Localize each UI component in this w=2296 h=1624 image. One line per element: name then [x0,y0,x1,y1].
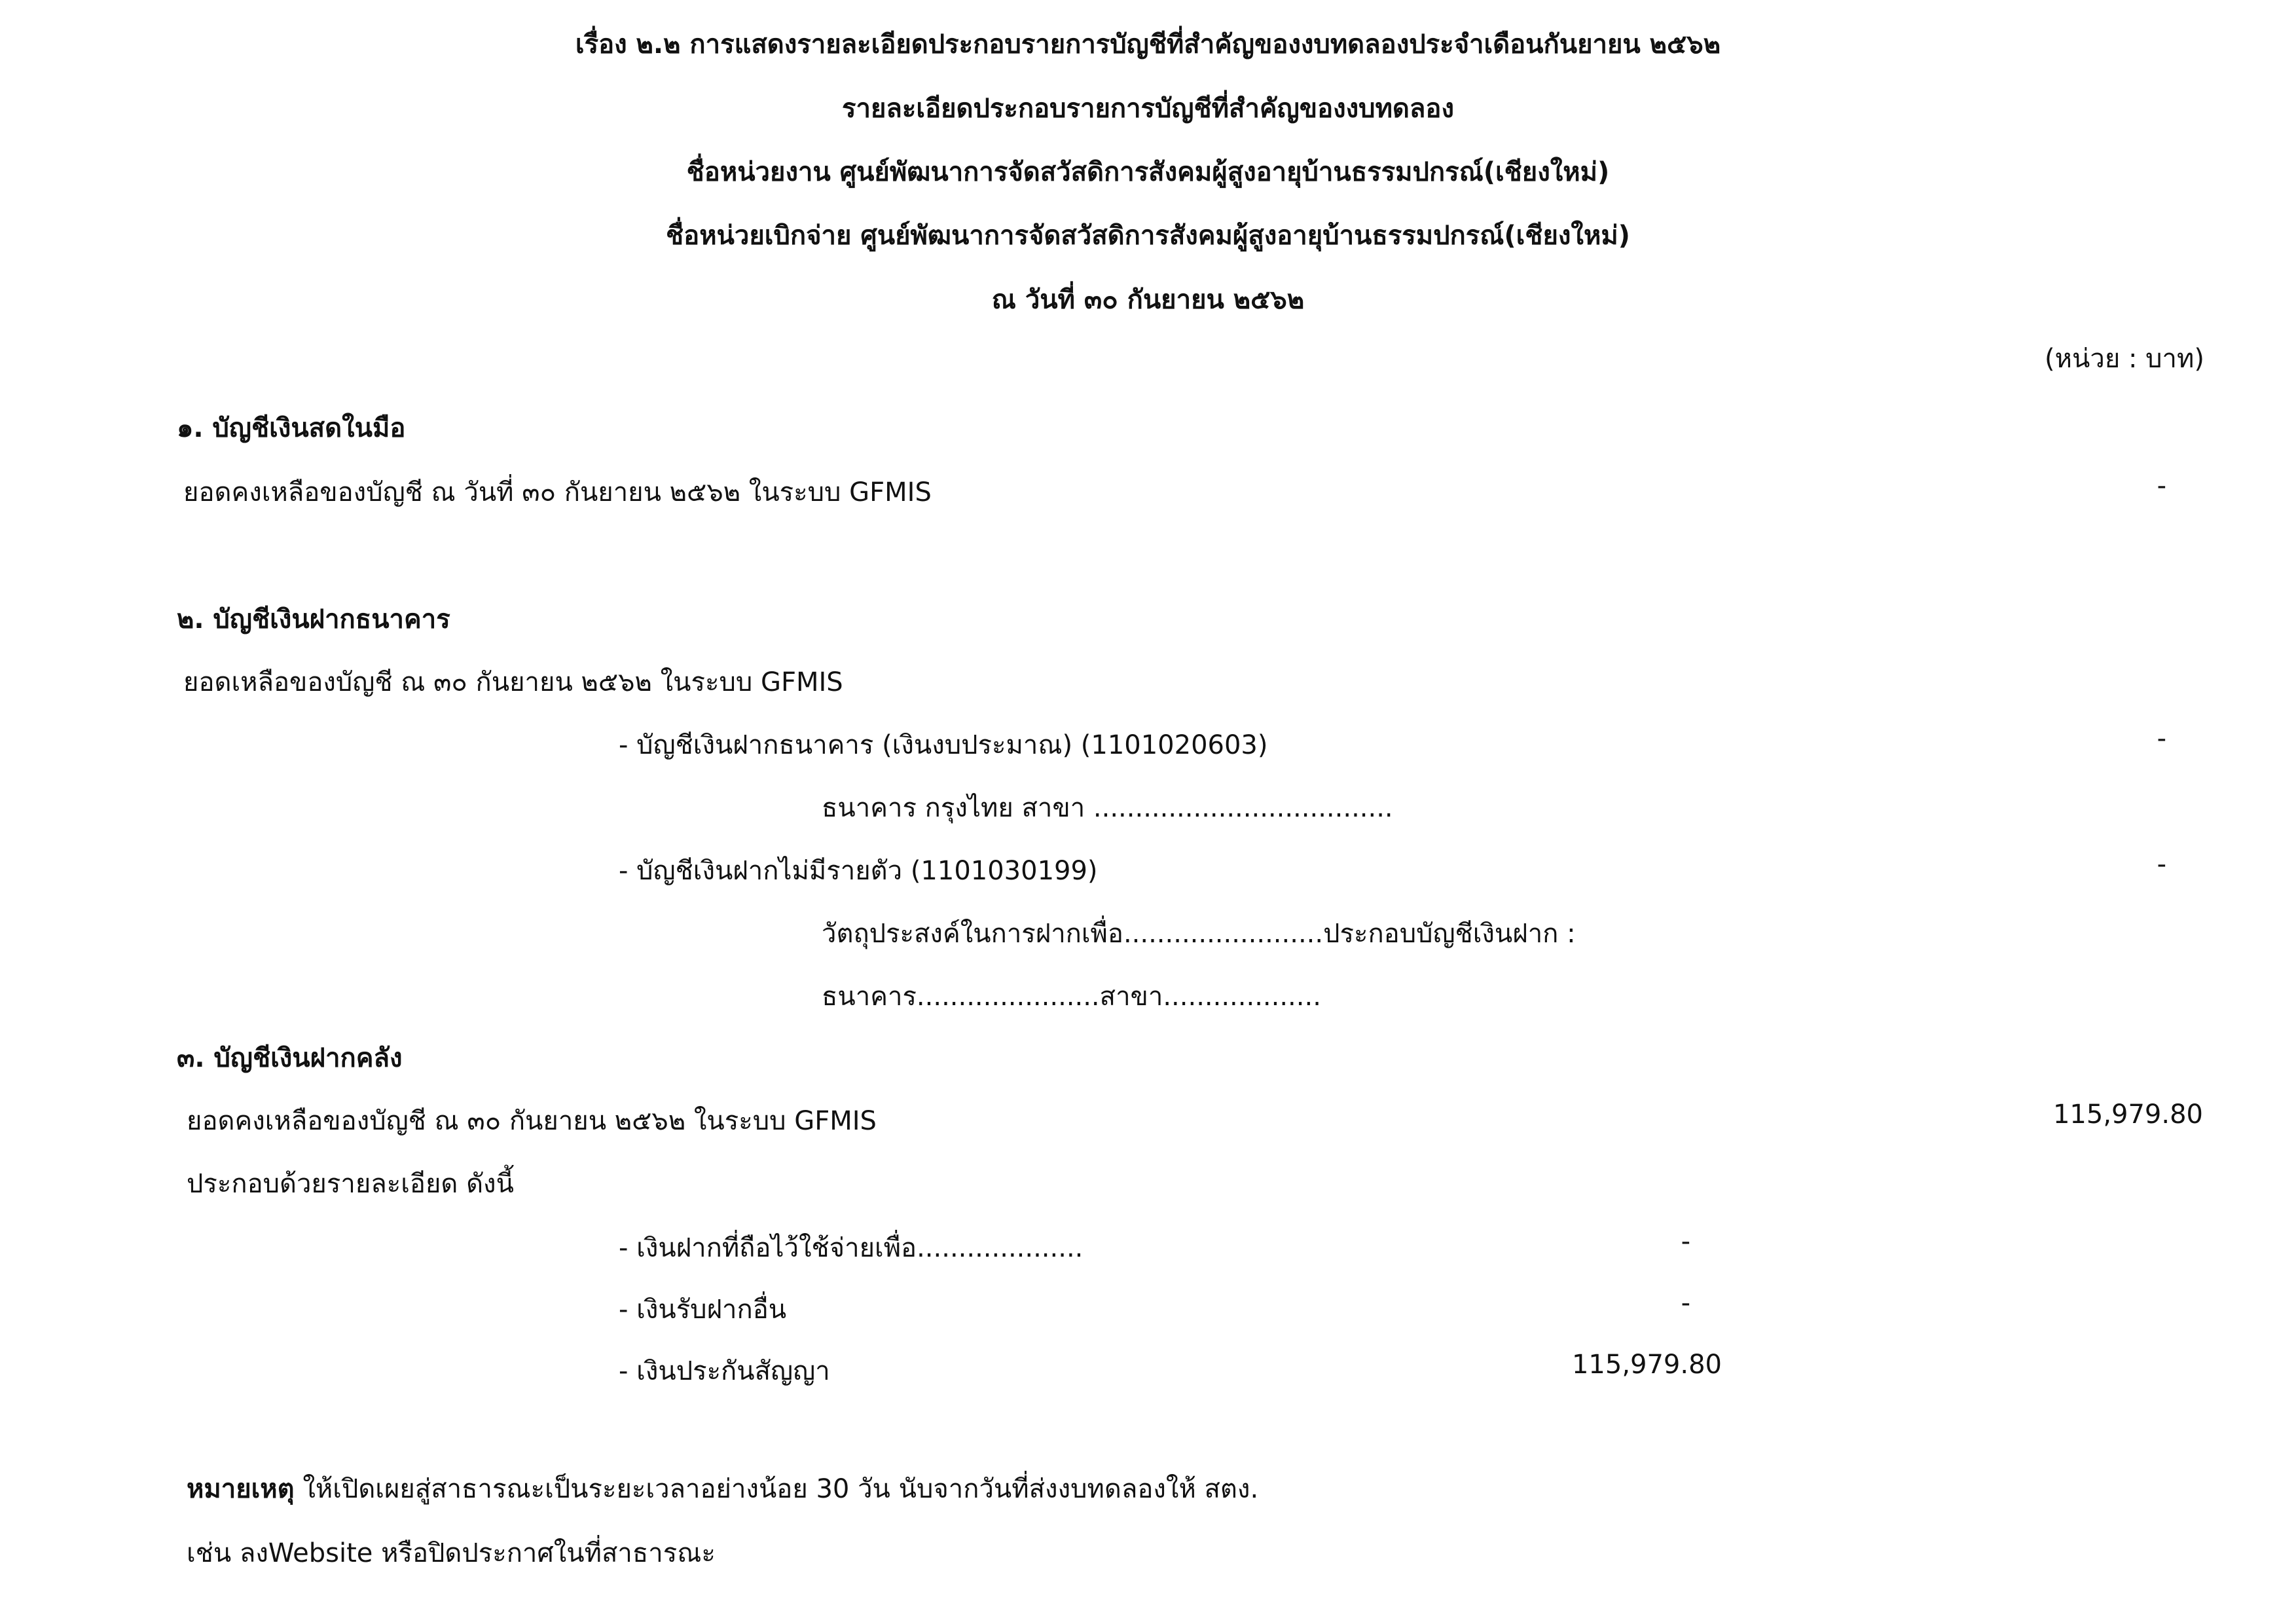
section1-title: ๑. บัญชีเงินสดในมือ [177,413,406,443]
section3-title: ๓. บัญชีเงินฝากคลัง [177,1043,403,1073]
note-label: หมายเหตุ [187,1474,295,1504]
section3-item-value: - [1681,1227,1690,1257]
section1-balance-value: - [2157,471,2166,501]
section3-item-label: - เงินรับฝากอื่น [619,1295,787,1325]
disbursing-unit-name: ชื่อหน่วยเบิกจ่าย ศูนย์พัฒนาการจัดสวัสดิการสังคมผู้สูงอายุบ้านธรรมปกรณ์(เชียงใหม่) [666,221,1630,251]
report-date: ณ วันที่ ๓๐ กันยายน ๒๕๖๒ [991,285,1305,315]
note-text-2: เช่น ลงWebsite หรือปิดประกาศในที่สาธารณะ [187,1538,716,1568]
section2-item1-value: - [2157,724,2166,754]
section3-item-label: - เงินประกันสัญญา [619,1356,830,1386]
document-subtitle: รายละเอียดประกอบรายการบัญชีที่สำคัญของงบทดลอง [842,94,1454,124]
section2-item2-label: - บัญชีเงินฝากไม่มีรายตัว (1101030199) [619,856,1098,886]
section2-balance-label: ยอดเหลือของบัญชี ณ ๓๐ กันยายน ๒๕๖๒ ในระบบ GFMIS [183,667,843,697]
section2-item2-value: - [2157,849,2166,879]
note-line-1 [187,1476,1258,1502]
agency-name: ชื่อหน่วยงาน ศูนย์พัฒนาการจัดสวัสดิการสังคมผู้สูงอายุบ้านธรรมปกรณ์(เชียงใหม่) [686,157,1610,187]
section3-item-label: - เงินฝากที่ถือไว้ใช้จ่ายเพื่อ.................... [619,1233,1084,1263]
note-text-1: ให้เปิดเผยสู่สาธารณะเป็นระยะเวลาอย่างน้อย 30 วัน นับจากวันที่ส่งงบทดลองให้ สตง. [294,1474,1259,1504]
document-title: เรื่อง ๒.๒ การแสดงรายละเอียดประกอบรายการบัญชีที่สำคัญของงบทดลองประจำเดือนกันยายน ๒๕๖๒ [575,29,1721,60]
section2-item1-bank: ธนาคาร กรุงไทย สาขา .................................... [822,793,1393,823]
section2-item1-label: - บัญชีเงินฝากธนาคาร (เงินงบประมาณ) (1101020603) [619,730,1268,760]
section2-item2-purpose: วัตถุประสงค์ในการฝากเพื่อ........................ประกอบบัญชีเงินฝาก : [822,919,1576,949]
section3-item-value: 115,979.80 [1571,1350,1722,1380]
section1-balance-label: ยอดคงเหลือของบัญชี ณ วันที่ ๓๐ กันยายน ๒๕๖๒ ในระบบ GFMIS [183,477,932,507]
section3-item-value: - [1681,1288,1690,1318]
section3-detail-intro: ประกอบด้วยรายละเอียด ดังนี้ [187,1169,514,1199]
unit-label: (หน่วย : บาท) [2045,344,2204,374]
section2-title: ๒. บัญชีเงินฝากธนาคาร [177,604,450,635]
section3-balance-label: ยอดคงเหลือของบัญชี ณ ๓๐ กันยายน ๒๕๖๒ ในระบบ GFMIS [187,1106,877,1136]
section2-item2-bank: ธนาคาร......................สาขา................... [822,982,1321,1012]
section3-balance-value: 115,979.80 [2052,1099,2203,1130]
